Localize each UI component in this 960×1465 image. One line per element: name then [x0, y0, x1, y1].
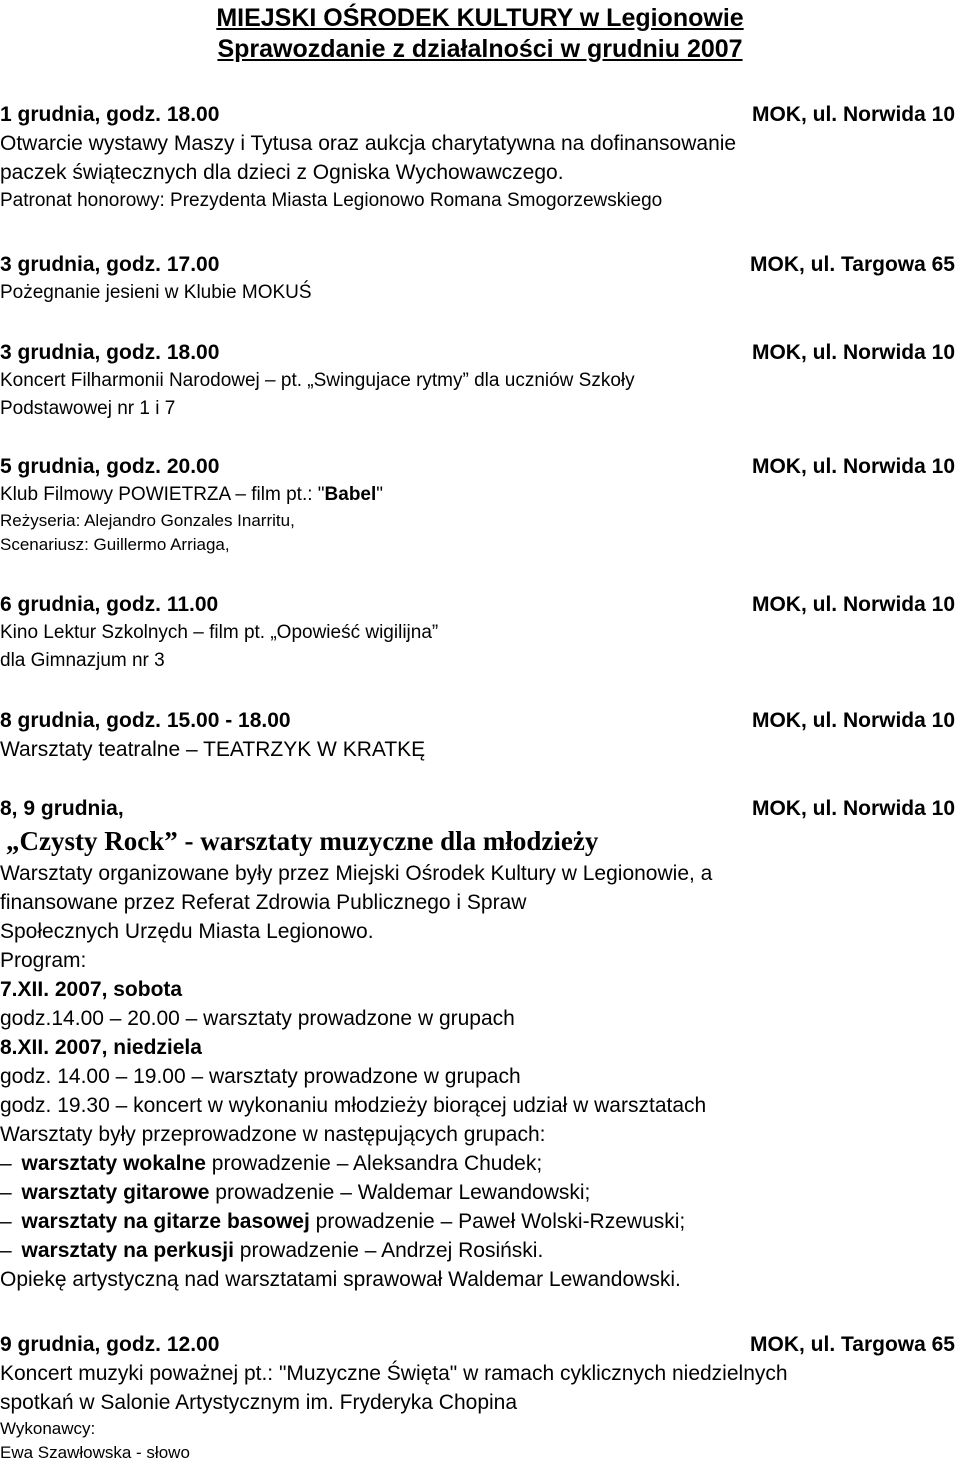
performers-label: Wykonawcy: — [0, 1419, 96, 1438]
program-line: godz. 14.00 – 19.00 – warsztaty prowadzone w grupach — [0, 1065, 521, 1088]
event-place: MOK, ul. Norwida 10 — [751, 103, 955, 126]
group-dash: – — [0, 1152, 12, 1175]
event-place: MOK, ul. Norwida 10 — [751, 797, 955, 820]
event-description — [0, 481, 958, 509]
workshop-group — [0, 1149, 958, 1178]
workshop-headline: „Czysty Rock” - warsztaty muzyczne dla młodzieży — [6, 826, 599, 856]
event-date: 9 grudnia, godz. 12.00 — [0, 1333, 220, 1356]
event-header — [0, 100, 958, 129]
title-line-2: Sprawozdanie z działalności w grudniu 2007 — [217, 35, 743, 63]
group-name: warsztaty na perkusji — [21, 1239, 234, 1262]
workshop-group — [0, 1207, 958, 1236]
group-name: warsztaty gitarowe — [21, 1181, 210, 1204]
group-dash: – — [0, 1210, 12, 1233]
program-line: godz.14.00 – 20.00 – warsztaty prowadzone w grupach — [0, 1007, 515, 1030]
group-leader: prowadzenie – Andrzej Rosiński. — [239, 1239, 544, 1262]
event-place: MOK, ul. Norwida 10 — [751, 593, 955, 616]
event-date: 3 grudnia, godz. 18.00 — [0, 341, 220, 364]
film-credits: Reżyseria: Alejandro Gonzales Inarritu, — [0, 511, 295, 530]
group-leader: prowadzenie – Aleksandra Chudek; — [211, 1152, 543, 1175]
event-patronage: Patronat honorowy: Prezydenta Miasta Legionowo Romana Smogorzewskiego — [0, 190, 663, 211]
event-place: MOK, ul. Targowa 65 — [750, 1333, 955, 1356]
event-date: 3 grudnia, godz. 17.00 — [0, 253, 220, 276]
group-dash: – — [0, 1181, 12, 1204]
event-date: 1 grudnia, godz. 18.00 — [0, 103, 220, 126]
event-description: Otwarcie wystawy Maszy i Tytusa oraz aukcja charytatywna na dofinansowanie — [0, 132, 737, 155]
event-description: paczek świątecznych dla dzieci z Ogniska Wychowawczego. — [0, 161, 564, 184]
event-header — [0, 590, 958, 619]
event-header — [0, 452, 958, 481]
event-header — [0, 1330, 958, 1359]
group-leader: prowadzenie – Waldemar Lewandowski; — [215, 1181, 591, 1204]
event-date: 8 grudnia, godz. 15.00 - 18.00 — [0, 709, 291, 732]
program-day-2: 8.XII. 2007, niedziela — [0, 1036, 202, 1059]
event-place: MOK, ul. Norwida 10 — [751, 341, 955, 364]
program-line: godz. 19.30 – koncert w wykonaniu młodzieży biorącej udział w warsztatach — [0, 1094, 707, 1117]
workshop-group — [0, 1178, 958, 1207]
workshop-closing: Opiekę artystyczną nad warsztatami sprawował Waldemar Lewandowski. — [0, 1268, 681, 1291]
event-description: Koncert Filharmonii Narodowej – pt. „Swingujace rytmy” dla uczniów Szkoły — [0, 370, 635, 391]
event-description: dla Gimnazjum nr 3 — [0, 650, 165, 671]
event-1 — [0, 100, 958, 215]
film-title-prefix: Klub Filmowy POWIETRZA – film pt.: " — [0, 484, 325, 505]
event-6 — [0, 706, 958, 764]
group-name: warsztaty na gitarze basowej — [21, 1210, 310, 1233]
event-5 — [0, 590, 958, 675]
event-4 — [0, 452, 958, 557]
event-8 — [0, 1330, 958, 1465]
film-title: Babel — [324, 484, 377, 505]
event-place: MOK, ul. Norwida 10 — [751, 709, 955, 732]
event-place: MOK, ul. Norwida 10 — [751, 455, 955, 478]
event-description: spotkań w Salonie Artystycznym im. Fryderyka Chopina — [0, 1391, 518, 1414]
event-header — [0, 250, 958, 279]
performer: Ewa Szawłowska - słowo — [0, 1443, 190, 1462]
event-description: Podstawowej nr 1 i 7 — [0, 398, 176, 419]
event-description: Kino Lektur Szkolnych – film pt. „Opowieść wigilijna” — [0, 622, 439, 643]
group-name: warsztaty wokalne — [21, 1152, 206, 1175]
film-credits: Scenariusz: Guillermo Arriaga, — [0, 535, 230, 554]
event-description: Koncert muzyki poważnej pt.: "Muzyczne Święta" w ramach cyklicznych niedzielnych — [0, 1362, 788, 1385]
workshop-group — [0, 1236, 958, 1265]
event-description: Społecznych Urzędu Miasta Legionowo. — [0, 920, 374, 943]
event-description: finansowane przez Referat Zdrowia Publicznego i Spraw — [0, 891, 527, 914]
title-line-1: MIEJSKI OŚRODEK KULTURY w Legionowie — [216, 4, 744, 32]
event-description: Warsztaty organizowane były przez Miejski Ośrodek Kultury w Legionowie, a — [0, 862, 713, 885]
event-7 — [0, 794, 958, 1294]
event-3 — [0, 338, 958, 423]
event-description: Warsztaty teatralne – TEATRZYK W KRATKĘ — [0, 738, 426, 761]
event-2 — [0, 250, 958, 307]
event-date: 6 grudnia, godz. 11.00 — [0, 593, 219, 616]
event-date: 8, 9 grudnia, — [0, 797, 124, 820]
event-header — [0, 338, 958, 367]
document-title — [0, 0, 960, 65]
event-date: 5 grudnia, godz. 20.00 — [0, 455, 220, 478]
group-leader: prowadzenie – Paweł Wolski-Rzewuski; — [315, 1210, 686, 1233]
event-header — [0, 706, 958, 735]
film-title-suffix: " — [376, 484, 384, 505]
event-place: MOK, ul. Targowa 65 — [750, 253, 955, 276]
group-dash: – — [0, 1239, 12, 1262]
program-day-1: 7.XII. 2007, sobota — [0, 978, 183, 1001]
event-description: Pożegnanie jesieni w Klubie MOKUŚ — [0, 282, 312, 303]
event-header — [0, 794, 958, 823]
groups-intro: Warsztaty były przeprowadzone w następujących grupach: — [0, 1123, 546, 1146]
program-label: Program: — [0, 949, 87, 972]
